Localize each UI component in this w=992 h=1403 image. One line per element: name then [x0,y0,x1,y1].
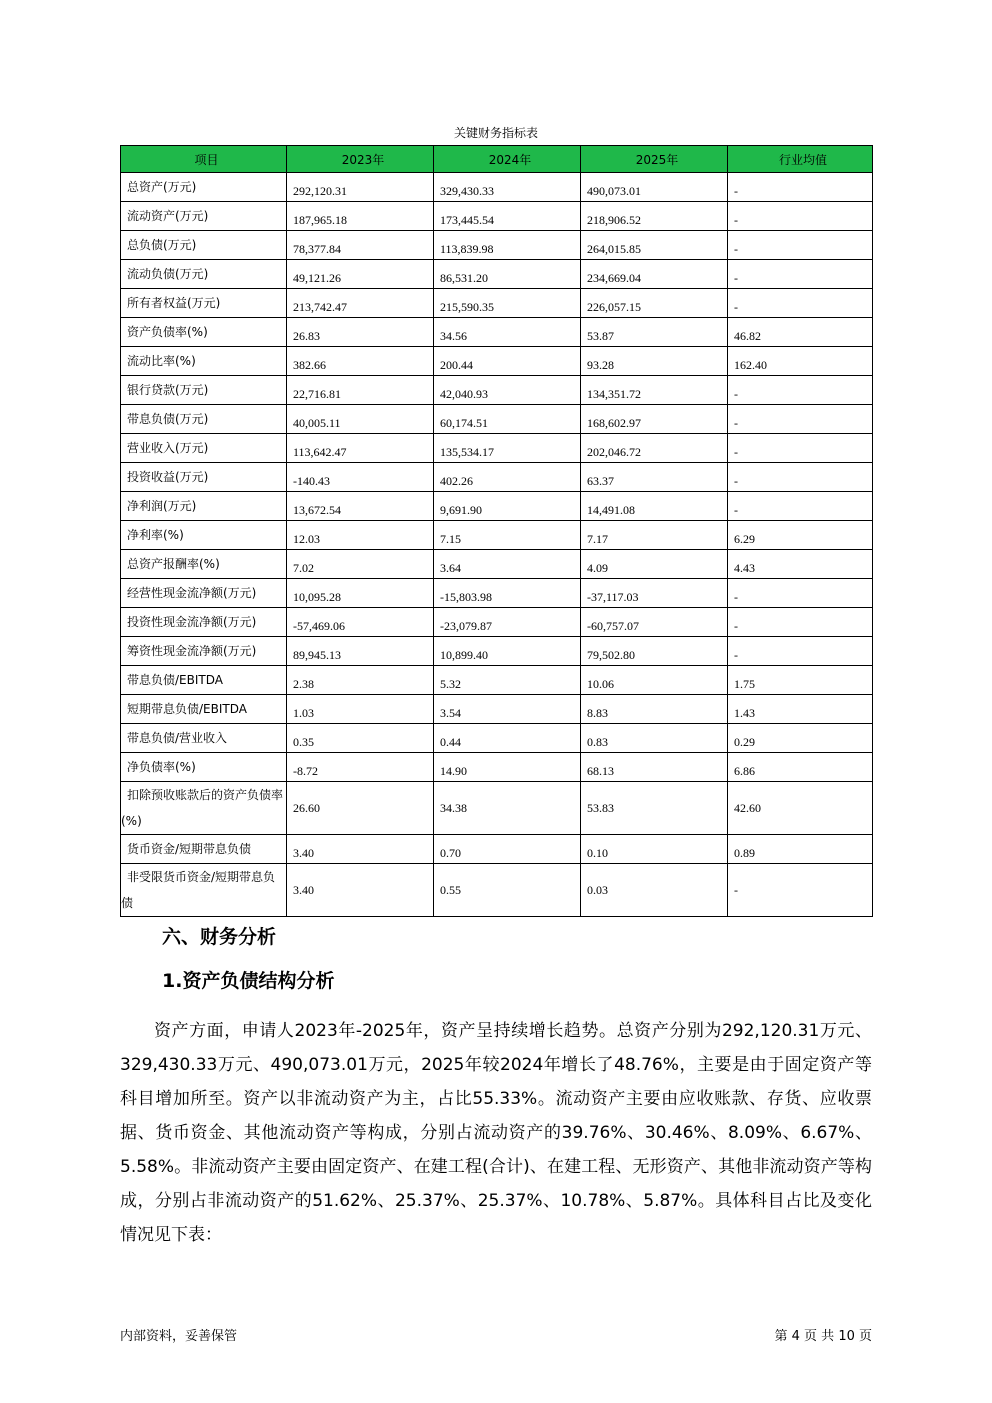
value-cell: 7.02 [287,550,434,579]
value-cell: 53.83 [581,782,728,835]
value-cell: 93.28 [581,347,728,376]
row-label-cell: 净负债率(%) [121,753,287,782]
row-label-cell: 投资性现金流净额(万元) [121,608,287,637]
value-cell: 0.83 [581,724,728,753]
footer-confidential-note: 内部资料，妥善保管 [120,1329,238,1344]
row-label-cell: 流动资产(万元) [121,202,287,231]
table-row [121,835,873,864]
table-row [121,347,873,376]
value-cell: 60,174.51 [434,405,581,434]
value-cell: 162.40 [728,347,873,376]
value-cell: -140.43 [287,463,434,492]
value-cell: 86,531.20 [434,260,581,289]
column-header: 行业均值 [728,146,873,173]
value-cell: 1.75 [728,666,873,695]
table-row [121,202,873,231]
value-cell: 113,839.98 [434,231,581,260]
value-cell: 173,445.54 [434,202,581,231]
value-cell: - [728,864,873,917]
value-cell: 168,602.97 [581,405,728,434]
table-row [121,521,873,550]
value-cell: 1.03 [287,695,434,724]
table-row [121,637,873,666]
section-heading: 六、财务分析 [162,926,277,948]
value-cell: 402.26 [434,463,581,492]
value-cell: 3.40 [287,864,434,917]
table-row [121,260,873,289]
table-row [121,782,873,835]
value-cell: 3.54 [434,695,581,724]
value-cell: -23,079.87 [434,608,581,637]
value-cell: -60,757.07 [581,608,728,637]
value-cell: 79,502.80 [581,637,728,666]
value-cell: 49,121.26 [287,260,434,289]
value-cell: 264,015.85 [581,231,728,260]
row-label-cell: 总负债(万元) [121,231,287,260]
value-cell: -8.72 [287,753,434,782]
column-header: 项目 [121,146,287,173]
table-row [121,376,873,405]
value-cell: 6.29 [728,521,873,550]
value-cell: - [728,289,873,318]
table-header-row [121,146,873,173]
value-cell: 6.86 [728,753,873,782]
row-label-cell: 资产负债率(%) [121,318,287,347]
row-label-cell: 货币资金/短期带息负债 [121,835,287,864]
column-header: 2023年 [287,146,434,173]
value-cell: 10,095.28 [287,579,434,608]
value-cell: - [728,376,873,405]
value-cell: 13,672.54 [287,492,434,521]
value-cell: 34.56 [434,318,581,347]
analysis-paragraph: 资产方面，申请人2023年-2025年，资产呈持续增长趋势。总资产分别为292,120.31万元、329,430.33万元、490,073.01万元，2025年较2024年增长了48.76%，主要是由于固定资产等科目增加所至。资产以非流动资产为主，占比55.33%。流动资产主要由应收账款、存货、应收票据、货币资金、其他流动资产等构成，分别占流动资产的39.76%、30.46%、8.09%、6.67%、5.58%。非流动资产主要由固定资产、在建工程(合计)、在建工程、无形资产、其他非流动资产等构成，分别占非流动资产的51.62%、25.37%、25.37%、10.78%、5.87%。具体科目占比及变化情况见下表： [120,1021,872,1245]
table-row [121,318,873,347]
row-label-cell: 扣除预收账款后的资产负债率(%) [121,782,287,835]
value-cell: 7.17 [581,521,728,550]
value-cell: -15,803.98 [434,579,581,608]
table-caption: 关键财务指标表 [453,126,538,140]
row-label-cell: 经营性现金流净额(万元) [121,579,287,608]
value-cell: 10.06 [581,666,728,695]
value-cell: 68.13 [581,753,728,782]
table-row [121,753,873,782]
value-cell: 3.64 [434,550,581,579]
table-row [121,608,873,637]
row-label-cell: 营业收入(万元) [121,434,287,463]
row-label-cell: 流动负债(万元) [121,260,287,289]
value-cell: 2.38 [287,666,434,695]
value-cell: 3.40 [287,835,434,864]
value-cell: 0.70 [434,835,581,864]
value-cell: 218,906.52 [581,202,728,231]
table-row [121,405,873,434]
table-row [121,463,873,492]
row-label-cell: 净利润(万元) [121,492,287,521]
value-cell: 215,590.35 [434,289,581,318]
table-row [121,864,873,917]
value-cell: 14.90 [434,753,581,782]
value-cell: 202,046.72 [581,434,728,463]
table-row [121,695,873,724]
value-cell: - [728,405,873,434]
table-row [121,492,873,521]
value-cell: 1.43 [728,695,873,724]
value-cell: 40,005.11 [287,405,434,434]
table-row [121,289,873,318]
value-cell: 0.03 [581,864,728,917]
value-cell: 200.44 [434,347,581,376]
table-row [121,173,873,202]
value-cell: 34.38 [434,782,581,835]
value-cell: 0.29 [728,724,873,753]
key-financial-indicators-table [120,145,873,917]
value-cell: 0.10 [581,835,728,864]
value-cell: 42.60 [728,782,873,835]
column-header: 2024年 [434,146,581,173]
value-cell: 42,040.93 [434,376,581,405]
value-cell: 292,120.31 [287,173,434,202]
value-cell: 490,073.01 [581,173,728,202]
value-cell: - [728,608,873,637]
table-row [121,550,873,579]
row-label-cell: 银行贷款(万元) [121,376,287,405]
value-cell: 53.87 [581,318,728,347]
row-label-cell: 带息负债/营业收入 [121,724,287,753]
value-cell: 14,491.08 [581,492,728,521]
value-cell: -37,117.03 [581,579,728,608]
value-cell: 134,351.72 [581,376,728,405]
value-cell: 5.32 [434,666,581,695]
value-cell: 46.82 [728,318,873,347]
row-label-cell: 筹资性现金流净额(万元) [121,637,287,666]
value-cell: - [728,637,873,666]
row-label-cell: 带息负债/EBITDA [121,666,287,695]
value-cell: - [728,260,873,289]
row-label-cell: 投资收益(万元) [121,463,287,492]
value-cell: 135,534.17 [434,434,581,463]
subsection-heading: 1.资产负债结构分析 [162,970,335,992]
value-cell: - [728,202,873,231]
value-cell: -57,469.06 [287,608,434,637]
row-label-cell: 非受限货币资金/短期带息负债 [121,864,287,917]
value-cell: 382.66 [287,347,434,376]
column-header: 2025年 [581,146,728,173]
value-cell: 9,691.90 [434,492,581,521]
row-label-cell: 净利率(%) [121,521,287,550]
row-label-cell: 短期带息负债/EBITDA [121,695,287,724]
value-cell: 10,899.40 [434,637,581,666]
row-label-cell: 流动比率(%) [121,347,287,376]
table-row [121,579,873,608]
table-row [121,231,873,260]
value-cell: - [728,231,873,260]
value-cell: 187,965.18 [287,202,434,231]
value-cell: - [728,434,873,463]
value-cell: 113,642.47 [287,434,434,463]
value-cell: 26.60 [287,782,434,835]
value-cell: 89,945.13 [287,637,434,666]
value-cell: - [728,492,873,521]
row-label-cell: 所有者权益(万元) [121,289,287,318]
value-cell: 329,430.33 [434,173,581,202]
value-cell: 4.43 [728,550,873,579]
row-label-cell: 总资产(万元) [121,173,287,202]
value-cell: 0.55 [434,864,581,917]
value-cell: 213,742.47 [287,289,434,318]
row-label-cell: 总资产报酬率(%) [121,550,287,579]
value-cell: 8.83 [581,695,728,724]
table-row [121,666,873,695]
value-cell: 22,716.81 [287,376,434,405]
value-cell: 12.03 [287,521,434,550]
table-row [121,434,873,463]
value-cell: 78,377.84 [287,231,434,260]
value-cell: 26.83 [287,318,434,347]
value-cell: 0.35 [287,724,434,753]
footer-page-number: 第 4 页 共 10 页 [774,1329,872,1344]
value-cell: 0.89 [728,835,873,864]
value-cell: - [728,579,873,608]
value-cell: 7.15 [434,521,581,550]
value-cell: 0.44 [434,724,581,753]
value-cell: - [728,173,873,202]
value-cell: 234,669.04 [581,260,728,289]
value-cell: 63.37 [581,463,728,492]
value-cell: - [728,463,873,492]
row-label-cell: 带息负债(万元) [121,405,287,434]
value-cell: 4.09 [581,550,728,579]
table-row [121,724,873,753]
value-cell: 226,057.15 [581,289,728,318]
